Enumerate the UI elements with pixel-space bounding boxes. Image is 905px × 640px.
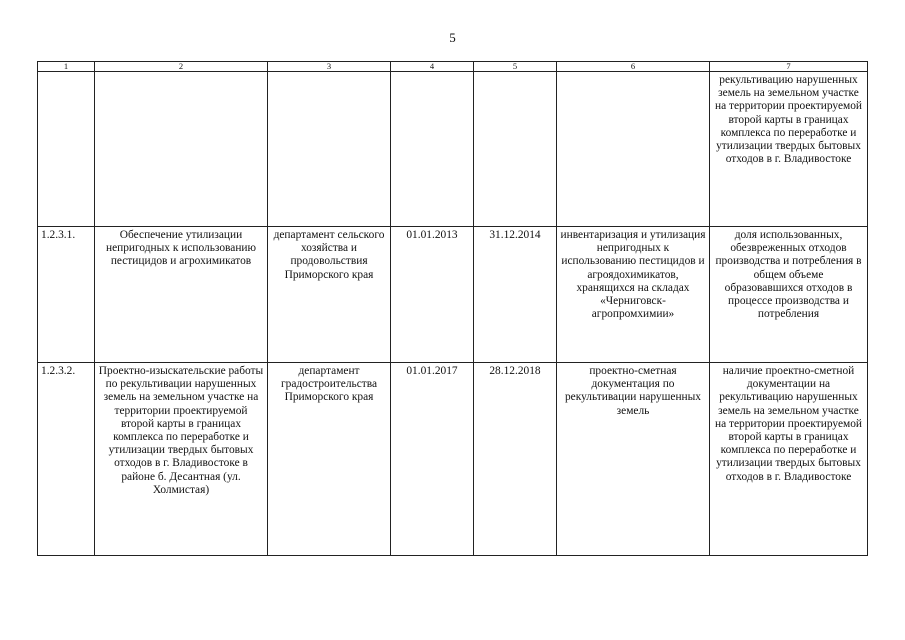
table-row [38,72,868,227]
end-date [474,72,557,227]
start-date: 01.01.2017 [391,363,474,556]
target-indicator: рекультивацию нарушенных земель на земельном участке на территории проектируемой второй карты в границах комплекса по переработке и утилизации твердых бытовых отходов в г. Владивостоке [710,72,868,227]
header-cell: 4 [391,62,474,72]
end-date: 28.12.2018 [474,363,557,556]
header-cell: 6 [557,62,710,72]
end-date: 31.12.2014 [474,227,557,363]
header-cell: 1 [38,62,95,72]
table-row [38,227,868,363]
expected-result [557,72,710,227]
row-number: 1.2.3.1. [38,227,95,363]
header-cell: 5 [474,62,557,72]
activity-name: Проектно-изыскательские работы по рекультивации нарушенных земель на земельном участке на территории проектируемой второй карты в границах комплекса по переработке и утилизации твердых бытовых отходов в г. Владивостоке в районе б. Десантная (ул. Холмистая) [95,363,268,556]
row-number [38,72,95,227]
responsible-executor [268,72,391,227]
header-cell: 3 [268,62,391,72]
program-activities-table [37,61,868,556]
expected-result: проектно-сметная документация по рекультивации нарушенных земель [557,363,710,556]
table-row [38,363,868,556]
header-cell: 2 [95,62,268,72]
row-number: 1.2.3.2. [38,363,95,556]
start-date: 01.01.2013 [391,227,474,363]
target-indicator: доля использованных, обезвреженных отходов производства и потребления в общем объеме образовавшихся отходов в процессе производства и потребления [710,227,868,363]
start-date [391,72,474,227]
activity-name [95,72,268,227]
expected-result: инвентаризация и утилизация непригодных к использованию пестицидов и агроядохимикатов, хранящихся на складах «Черниговск-агропромхимии» [557,227,710,363]
target-indicator: наличие проектно-сметной документации на рекультивацию нарушенных земель на земельном участке на территории проектируемой второй карты в границах комплекса по переработке и утилизации твердых бытовых отходов в г. Владивостоке [710,363,868,556]
page-number: 5 [449,30,456,45]
header-cell: 7 [710,62,868,72]
responsible-executor: департамент градостроительства Приморского края [268,363,391,556]
activity-name: Обеспечение утилизации непригодных к использованию пестицидов и агрохимикатов [95,227,268,363]
table-header-row [38,62,868,72]
responsible-executor: департамент сельского хозяйства и продовольствия Приморского края [268,227,391,363]
